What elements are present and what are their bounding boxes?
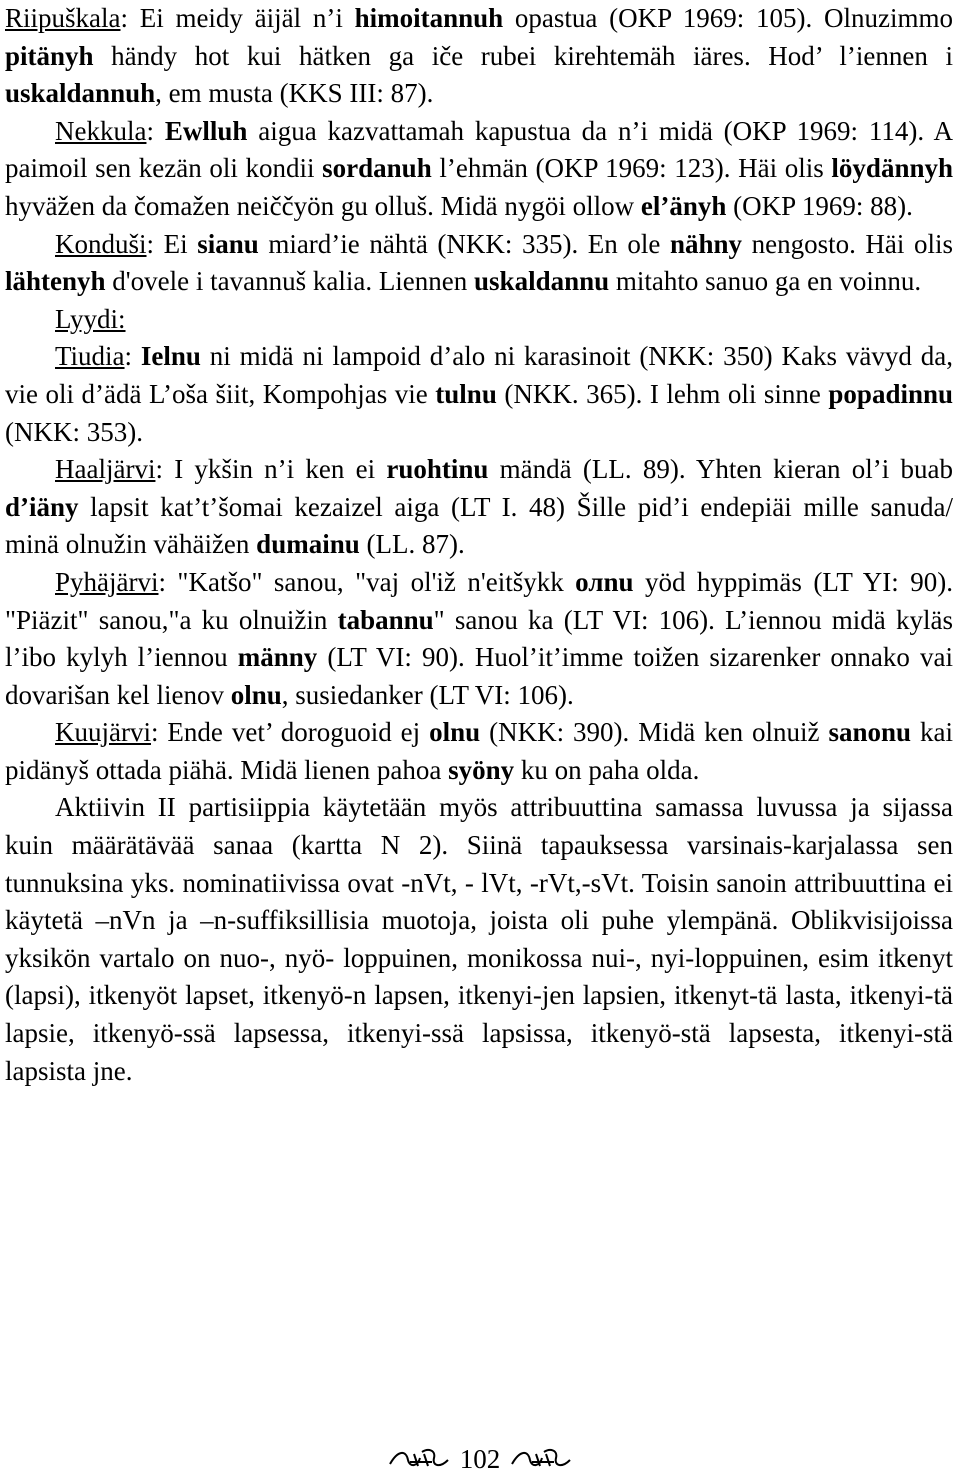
text: : I ykšin n’i ken ei (155, 454, 387, 485)
dialect-label: Tiudia (55, 341, 125, 372)
highlighted-word: el’änyh (640, 190, 727, 221)
highlighted-word: uskaldannuh (5, 78, 156, 109)
highlighted-word: uskaldannu (474, 266, 610, 297)
highlighted-word: sianu (197, 228, 259, 259)
text: (OKP 1969: 88). (726, 190, 913, 221)
paragraph-nekkula (5, 113, 953, 226)
highlighted-word: d’iäny (5, 491, 79, 522)
document-body (5, 0, 953, 1090)
text: : Ei meidy äijäl n’i (120, 3, 355, 33)
text: : "Katšo" sanou, "vaj ol'iž n'eitšykk (158, 566, 576, 597)
paragraph-tiudia (5, 338, 953, 451)
highlighted-word: dumainu (256, 529, 360, 560)
flourish-left-icon (388, 1446, 450, 1477)
text: opastua (OKP 1969: 105). Olnuzimmo (503, 3, 953, 33)
paragraph-pyhajarvi (5, 564, 953, 714)
text: (NKK: 353). (5, 416, 143, 447)
text: aigua kazvattamah kapustua da n’i midä (OKP 1969: 114). A paimoil sen kezän oli kondii (5, 115, 953, 184)
paragraph-riipuskala (5, 0, 953, 113)
text: lapsit kat’t’šomai kezaizel aiga (LT I. 48) Šille pid’i endepiäi mille sanuda/ minä olnužin vähäižen (5, 491, 953, 560)
text: d'ovele i tavannuš kalia. Liennen (105, 266, 475, 297)
text: l’ehmän (OKP 1969: 123). Häi olis (431, 153, 832, 184)
dialect-label: Pyhäjärvi (55, 566, 159, 597)
paragraph-haaljarvi (5, 451, 953, 564)
paragraph-lyydi (5, 301, 953, 339)
dialect-label: Haaljärvi (55, 454, 156, 485)
flourish-right-icon (510, 1446, 572, 1477)
page-footer (0, 1444, 960, 1477)
text: kai pidänyš ottada piähä. Midä lienen pahoa (5, 717, 953, 785)
text: (NKK. 365). I lehm oli sinne (496, 378, 829, 409)
paragraph-aktiivin: Aktiivin II partisiippia käytetään myös attribuuttina samassa luvussa ja sijassa kuin määrätävää sanaa (kartta N 2). Siinä tapauksessa varsinais-karjalassa sen tunnuksina yks. nominatiivissa ovat -nVt, - lVt, -rVt,-sVt. Toisin sanoin attribuuttina ei käytetä –nVn ja –n-suffiksillisia muotoja, joista oli puhe ylempänä. Oblikvisijoissa yksikön vartalo on nuo-, nyö- loppuinen, monikossa nui-, nyi-loppuinen, esim itkenyt (lapsi), itkenyöt lapset, itkenyö-n lapsen, itkenyi-jen lapsien, itkenyt-tä lasta, itkenyi-tä lapsie, itkenyö-ssä lapsessa, itkenyi-ssä lapsissa, itkenyö-stä lapsesta, itkenyi-stä lapsista jne. (5, 792, 953, 1086)
dialect-label: Nekkula (55, 115, 147, 146)
text: mändä (LL. 89). Yhten kieran ol’i buab (488, 454, 954, 485)
text: (NKK: 390). Midä ken olnuiž (480, 717, 829, 748)
text: ni midä ni lampoid d’alo ni karasinoit (NKK: 350) Kaks vävyd da, vie oli d’ädä L’oša šiit, Kompohjas vie (5, 341, 953, 409)
text: händy hot kui hätken ga iče rubei kirehtemäh iäres. Hod’ l’iennen i (93, 40, 953, 71)
section-label-lyydi: Lyydi: (55, 303, 126, 334)
highlighted-word: Ielnu (140, 341, 201, 372)
paragraph-kuujarvi (5, 714, 953, 789)
highlighted-word: ruohtinu (386, 454, 489, 485)
dialect-label: Kuujärvi (55, 717, 151, 748)
text: : (124, 341, 141, 372)
highlighted-word: Ewlluh (164, 115, 248, 146)
text: nengosto. Häi olis (742, 228, 953, 259)
text: hyväžen da čomažen neiččyön gu olluš. Midä nygöi ollow (5, 190, 641, 221)
highlighted-word: himoitannuh (354, 3, 504, 33)
page-number: 102 (459, 1444, 501, 1474)
highlighted-word: männy (237, 642, 318, 673)
highlighted-word: tabannu (337, 604, 434, 635)
highlighted-word: löydännyh (831, 153, 953, 184)
text: miard’ie nähtä (NKK: 335). En ole (258, 228, 670, 259)
highlighted-word: sanonu (828, 717, 912, 748)
text: ku on paha olda. (514, 754, 700, 785)
text: (LT VI: 90). Huol’it’imme toižen sizarenker onnako vai dovarišan kel lienov (5, 642, 953, 710)
text: " sanou ka (LT VI: 106). L’iennou midä kyläs l’ibo kylyh l’iennou (5, 604, 953, 673)
dialect-label: Konduši (55, 228, 147, 259)
highlighted-word: nähny (669, 228, 743, 259)
highlighted-word: pitänyh (5, 40, 94, 71)
text: , em musta (KKS III: 87). (155, 78, 434, 109)
highlighted-word: syöny (448, 754, 515, 785)
text: mitahto sanuo ga en voinnu. (609, 266, 922, 297)
highlighted-word: olnu (429, 717, 481, 748)
highlighted-word: tulnu (435, 378, 497, 409)
text: yöd hyppimäs (LT YI: 90). "Piäzit" sanou,"a ku olnuižin (5, 566, 953, 635)
highlighted-word: lähtenyh (5, 266, 106, 297)
paragraph-kondusi (5, 226, 953, 301)
text: , susiedanker (LT VI: 106). (281, 679, 574, 710)
highlighted-word: olnu (230, 679, 282, 710)
text: (LL. 87). (359, 529, 465, 560)
text: : Ende vet’ doroguoid ej (150, 717, 430, 748)
highlighted-word: sordanuh (322, 153, 432, 184)
highlighted-word: popadinnu (828, 378, 954, 409)
text: : Ei (146, 228, 198, 259)
highlighted-word: олnu (575, 566, 634, 597)
dialect-label: Riipuškala (5, 3, 121, 33)
text: : (146, 115, 165, 146)
